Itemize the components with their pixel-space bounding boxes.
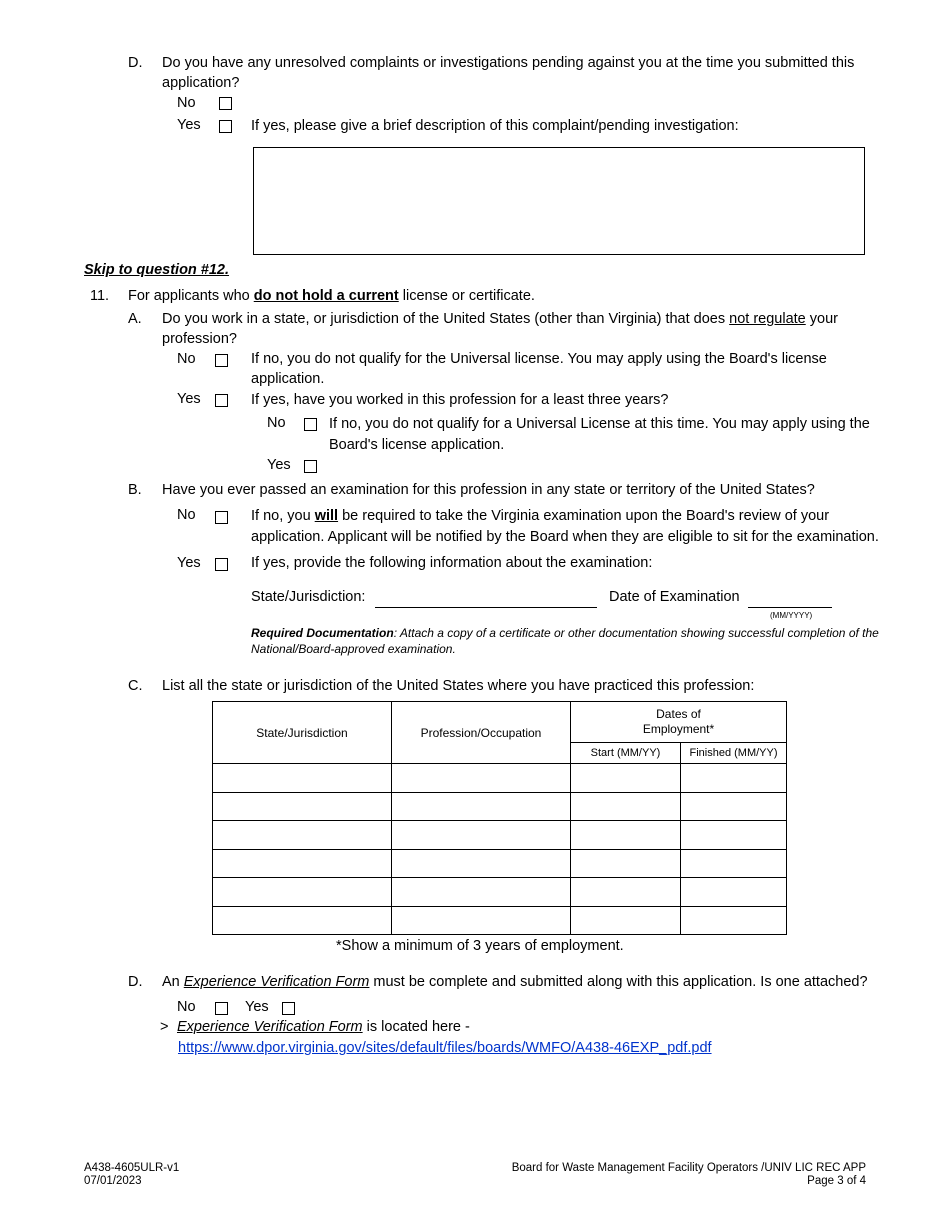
q11a-yes-checkbox[interactable] — [215, 394, 228, 407]
table-cell[interactable] — [392, 878, 571, 907]
q10d-letter: D. — [128, 55, 143, 71]
q10d-question-line2: application? — [162, 75, 240, 91]
q11-intro-post: license or certificate. — [398, 288, 535, 304]
table-cell[interactable] — [213, 821, 392, 850]
table-cell[interactable] — [392, 792, 571, 821]
q10d-yes-checkbox[interactable] — [219, 120, 232, 133]
q11a-line1-underlined: not regulate — [729, 311, 806, 327]
required-documentation-line1 — [251, 626, 879, 640]
q11-number: 11. — [90, 288, 110, 304]
q11a-sub-yes-checkbox[interactable] — [304, 460, 317, 473]
q11a-line1-post: your — [805, 311, 838, 327]
employment-table — [212, 701, 787, 935]
table-cell[interactable] — [681, 792, 787, 821]
q10d-no-checkbox[interactable] — [219, 97, 232, 110]
q11b-no-label: No — [177, 507, 196, 523]
q11d-question — [162, 974, 868, 990]
state-jurisdiction-label: State/Jurisdiction: — [251, 589, 366, 605]
q11b-no-text1-pre: If no, you — [251, 508, 315, 524]
table-cell[interactable] — [571, 821, 681, 850]
footer-right — [512, 1162, 866, 1188]
table-cell[interactable] — [681, 849, 787, 878]
header-dates-line1: Dates of — [656, 707, 701, 721]
header-profession-occupation: Profession/Occupation — [392, 702, 571, 764]
table-row — [213, 764, 787, 793]
q11a-sub-no-text1: If no, you do not qualify for a Universal License at this time. You may apply using the — [329, 416, 870, 432]
skip-instruction: Skip to question #12. — [84, 262, 230, 278]
q11b-yes-checkbox[interactable] — [215, 558, 228, 571]
footer-date: 07/01/2023 — [84, 1175, 142, 1187]
table-cell[interactable] — [213, 764, 392, 793]
table-cell[interactable] — [392, 906, 571, 935]
table-cell[interactable] — [213, 792, 392, 821]
q11a-yes-label: Yes — [177, 391, 201, 407]
required-documentation-heading: Required Documentation — [251, 626, 394, 640]
q11d-location — [177, 1019, 470, 1035]
q10d-yes-text: If yes, please give a brief description of this complaint/pending investigation: — [251, 118, 739, 134]
table-cell[interactable] — [213, 906, 392, 935]
q11a-sub-no-checkbox[interactable] — [304, 418, 317, 431]
required-documentation-text1: : Attach a copy of a certificate or other documentation showing successful completion of the — [393, 626, 879, 640]
q11d-question-post: must be complete and submitted along with this application. Is one attached? — [369, 974, 868, 990]
q11b-yes-label: Yes — [177, 555, 201, 571]
q11a-yes-text: If yes, have you worked in this profession for a least three years? — [251, 392, 669, 408]
q11a-no-text1: If no, you do not qualify for the Universal license. You may apply using the Board's license — [251, 351, 827, 367]
table-cell[interactable] — [571, 906, 681, 935]
q11d-letter: D. — [128, 974, 143, 990]
footer-board: Board for Waste Management Facility Operators /UNIV LIC REC APP — [511, 1162, 866, 1174]
q11d-no-label: No — [177, 999, 196, 1015]
header-start: Start (MM/YY) — [571, 743, 681, 764]
q11-intro-bold: do not hold a current — [253, 288, 399, 304]
q11d-form-name: Experience Verification Form — [183, 974, 370, 990]
q11a-no-label: No — [177, 351, 196, 367]
table-cell[interactable] — [681, 906, 787, 935]
q11b-letter: B. — [128, 482, 142, 498]
table-row — [213, 821, 787, 850]
q11d-no-checkbox[interactable] — [215, 1002, 228, 1015]
header-dates-of-employment — [571, 702, 787, 743]
table-row — [213, 792, 787, 821]
table-cell[interactable] — [392, 821, 571, 850]
footer-form-id: A438-4605ULR-v1 — [84, 1162, 180, 1174]
table-cell[interactable] — [571, 878, 681, 907]
table-cell[interactable] — [571, 849, 681, 878]
q11d-location-arrow: > — [160, 1019, 169, 1035]
exam-date-field[interactable] — [748, 607, 832, 608]
q11d-yes-label: Yes — [245, 999, 269, 1015]
footer-left — [84, 1162, 179, 1188]
q11b-no-text1-post: be required to take the Virginia examination upon the Board's review of your — [338, 508, 830, 524]
q11a-sub-yes-label: Yes — [267, 457, 291, 473]
q11a-line1-pre: Do you work in a state, or jurisdiction of the United States (other than Virginia) that does — [162, 311, 730, 327]
header-finished: Finished (MM/YY) — [681, 743, 787, 764]
q11a-question-line1 — [162, 311, 866, 327]
table-cell[interactable] — [571, 792, 681, 821]
table-cell[interactable] — [571, 764, 681, 793]
q11b-no-text2: application. Applicant will be notified by the Board when they are eligible to sit for the examination. — [251, 529, 879, 545]
q11b-no-checkbox[interactable] — [215, 511, 228, 524]
q11a-no-text2: application. — [251, 371, 325, 387]
q10d-question-line1: Do you have any unresolved complaints or investigations pending against you at the time you submitted this — [162, 55, 855, 71]
q11c-letter: C. — [128, 678, 143, 694]
experience-form-link[interactable]: https://www.dpor.virginia.gov/sites/default/files/boards/WMFO/A438-46EXP_pdf.pdf — [178, 1040, 712, 1056]
q10d-yes-label: Yes — [177, 117, 201, 133]
q11a-question-line2: profession? — [162, 331, 237, 347]
state-jurisdiction-field[interactable] — [375, 607, 597, 608]
q11d-question-pre: An — [162, 974, 184, 990]
exam-date-hint: (MM/YYYY) — [770, 611, 813, 620]
header-dates-line2: Employment* — [642, 722, 715, 736]
table-row — [213, 906, 787, 935]
q11d-location-post: is located here - — [362, 1019, 470, 1035]
q11b-question: Have you ever passed an examination for this profession in any state or territory of the United States? — [162, 482, 815, 498]
exam-date-label: Date of Examination — [609, 589, 740, 605]
footer-page: Page 3 of 4 — [807, 1175, 866, 1187]
q11d-location-form-name: Experience Verification Form — [177, 1019, 363, 1035]
q11b-no-text1-bold: will — [314, 508, 339, 524]
table-cell[interactable] — [213, 849, 392, 878]
q11d-yes-checkbox[interactable] — [282, 1002, 295, 1015]
table-cell[interactable] — [681, 878, 787, 907]
q11b-yes-text: If yes, provide the following information about the examination: — [251, 555, 653, 571]
q11a-sub-no-text2: Board's license application. — [329, 437, 505, 453]
table-cell[interactable] — [392, 849, 571, 878]
table-row — [213, 849, 787, 878]
q11-intro — [128, 288, 535, 304]
q11a-letter: A. — [128, 311, 142, 327]
q11a-no-checkbox[interactable] — [215, 354, 228, 367]
q10d-no-label: No — [177, 95, 196, 111]
q11-intro-pre: For applicants who — [128, 288, 254, 304]
header-state-jurisdiction: State/Jurisdiction — [213, 702, 392, 764]
table-cell[interactable] — [681, 764, 787, 793]
table-cell[interactable] — [213, 878, 392, 907]
table-cell[interactable] — [392, 764, 571, 793]
employment-note: *Show a minimum of 3 years of employment. — [336, 938, 624, 954]
table-cell[interactable] — [681, 821, 787, 850]
complaint-description-box[interactable] — [253, 147, 865, 255]
q11b-no-text1 — [251, 508, 829, 524]
q11a-sub-no-label: No — [267, 415, 286, 431]
table-row — [213, 878, 787, 907]
required-documentation-line2: National/Board-approved examination. — [251, 642, 456, 656]
q11c-question: List all the state or jurisdiction of the United States where you have practiced this profession: — [162, 678, 755, 694]
